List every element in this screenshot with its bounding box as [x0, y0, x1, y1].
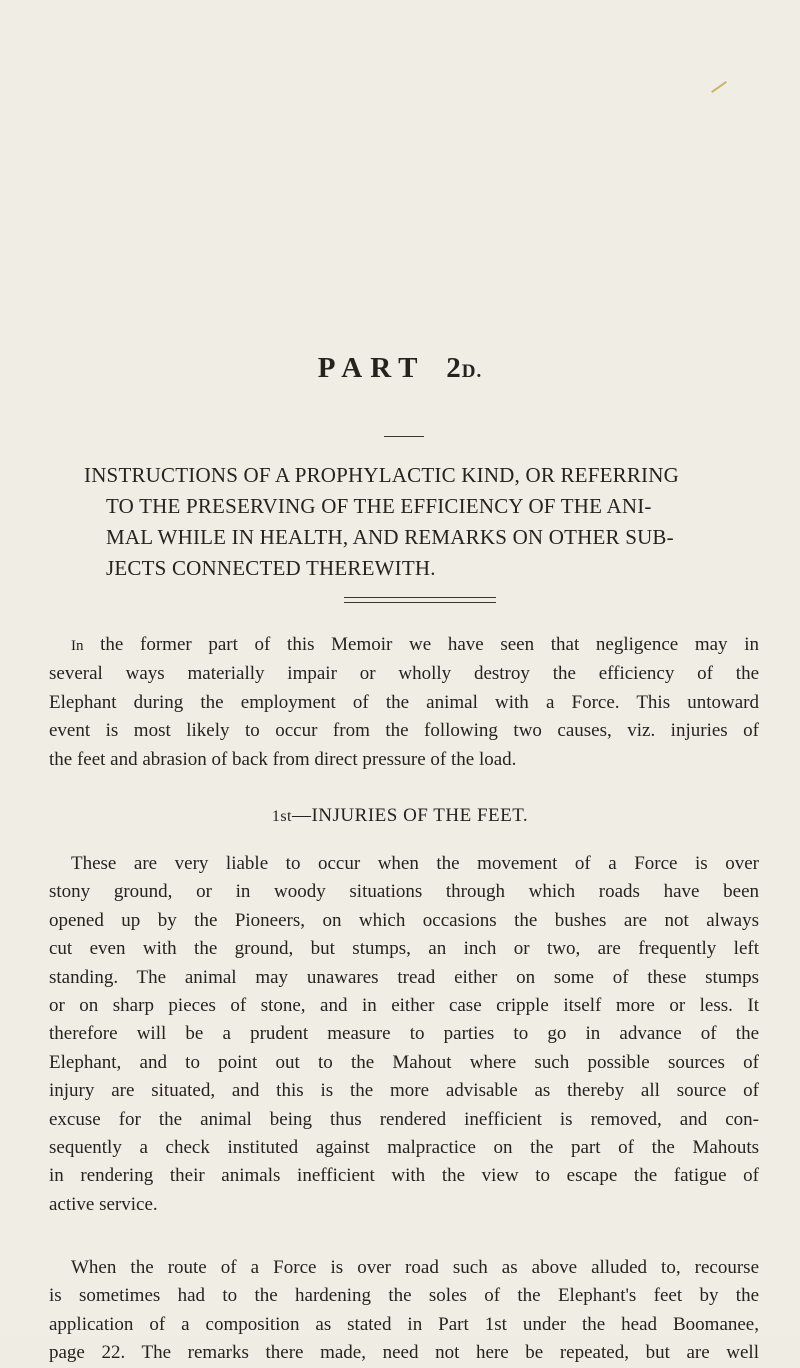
paragraph-intro [49, 631, 759, 774]
paragraph-line [49, 631, 759, 660]
short-divider [384, 436, 424, 437]
subtitle-line: INSTRUCTIONS OF A PROPHYLACTIC KIND, OR REFERRING [84, 463, 679, 487]
paragraph-line-text: the former part of this Memoir we have seen that negligence may in [83, 634, 759, 655]
paragraph-route [49, 1254, 759, 1368]
paragraph-line: cut even with the ground, but stumps, an inch or two, are frequently left [49, 938, 759, 960]
paragraph-injuries [49, 850, 759, 1219]
subtitle-line: TO THE PRESERVING OF THE EFFICIENCY OF THE ANI- [106, 494, 652, 518]
section-ordinal: 1st [271, 808, 292, 825]
paragraph-line: therefore will be a prudent measure to parties to go in advance of the [49, 1023, 759, 1045]
paragraph-line: These are very liable to occur when the movement of a Force is over [71, 853, 759, 874]
paragraph-line: the feet and abrasion of back from direct pressure of the load. [49, 748, 517, 770]
double-divider [344, 597, 496, 603]
paragraph-line: Elephant, and to point out to the Mahout where such possible sources of [49, 1051, 759, 1073]
subtitle-line: JECTS CONNECTED THEREWITH. [106, 556, 436, 580]
part-heading [0, 352, 800, 385]
chapter-subtitle [84, 460, 724, 584]
paragraph-line: event is most likely to occur from the following two causes, viz. injuries of [49, 720, 759, 742]
paragraph-line: is sometimes had to the hardening the soles of the Elephant's feet by the [49, 1285, 759, 1307]
paragraph-line: sequently a check instituted against malpractice on the part of the Mahouts [49, 1137, 759, 1159]
paragraph-line: in rendering their animals inefficient with the view to escape the fatigue of [49, 1165, 759, 1187]
paragraph-line: stony ground, or in woody situations through which roads have been [49, 881, 759, 903]
paragraph-line: Elephant during the employment of the animal with a Force. This untoward [49, 691, 759, 713]
section-heading [0, 805, 800, 827]
paragraph-line: standing. The animal may unawares tread either on some of these stumps [49, 966, 759, 988]
paragraph-line: excuse for the animal being thus rendered inefficient is removed, and con- [49, 1108, 759, 1130]
paragraph-line: page 22. The remarks there made, need not here be repeated, but are well [49, 1342, 759, 1364]
paragraph-line: application of a composition as stated in Part 1st under the head Boomanee, [49, 1313, 759, 1335]
subtitle-line: MAL WHILE IN HEALTH, AND REMARKS ON OTHER SUB- [106, 525, 674, 549]
part-number-suffix: D. [461, 361, 483, 382]
paragraph-line: injury are situated, and this is the more advisable as thereby all source of [49, 1080, 759, 1102]
paragraph-line: active service. [49, 1193, 158, 1215]
paragraph-line: When the route of a Force is over road such as above alluded to, recourse [71, 1257, 759, 1278]
section-title: —INJURIES OF THE FEET. [291, 805, 529, 826]
drop-word: In [71, 638, 84, 654]
part-number [446, 352, 482, 384]
part-label: PART [317, 352, 425, 384]
paragraph-line: opened up by the Pioneers, on which occasions the bushes are not always [49, 909, 759, 931]
pencil-mark [711, 81, 727, 93]
part-number-digit: 2 [446, 352, 462, 384]
paragraph-line: several ways materially impair or wholly destroy the efficiency of the [49, 663, 759, 685]
paragraph-line: or on sharp pieces of stone, and in either case cripple itself more or less. It [49, 995, 759, 1017]
